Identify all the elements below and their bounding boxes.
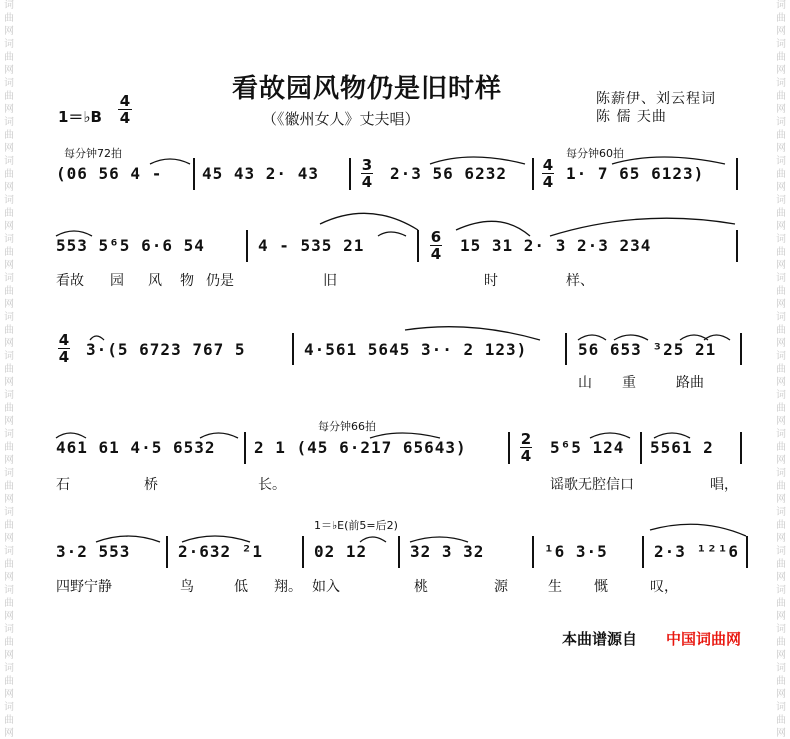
watermark-glyph: 网	[776, 455, 786, 466]
watermark-glyph: 曲	[776, 13, 786, 24]
watermark-glyph: 词	[776, 624, 786, 635]
ts-bottom: 4	[58, 348, 70, 366]
measure: 15 31 2· 3 2·3 234	[460, 236, 652, 255]
lyric: 物	[180, 273, 194, 289]
watermark-glyph: 网	[4, 299, 14, 310]
watermark-glyph: 网	[776, 26, 786, 37]
watermark-glyph: 曲	[4, 520, 14, 531]
slur	[96, 536, 160, 542]
measure: 2 1 (45 6·217 65643)	[254, 438, 467, 457]
lyricist-credit: 陈薪伊、刘云程词	[596, 91, 716, 107]
watermark-glyph: 曲	[776, 91, 786, 102]
measure: (06 56 4 -	[56, 164, 163, 183]
watermark-glyph: 网	[4, 416, 14, 427]
watermark-glyph: 曲	[776, 637, 786, 648]
watermark-glyph: 曲	[4, 169, 14, 180]
lyric: 旧	[323, 273, 337, 289]
watermark-glyph: 词	[776, 546, 786, 557]
watermark-glyph: 词	[776, 273, 786, 284]
watermark-glyph: 词	[776, 156, 786, 167]
watermark-glyph: 词	[4, 663, 14, 674]
lyric: 源	[494, 579, 508, 595]
watermark-glyph: 词	[4, 234, 14, 245]
ts-top: 2	[520, 430, 532, 448]
slur	[650, 524, 746, 536]
watermark-glyph: 网	[776, 143, 786, 154]
key-change: 1＝♭E(前5=后2)	[314, 519, 398, 532]
watermark-glyph: 曲	[776, 52, 786, 63]
slur	[405, 327, 540, 340]
measure: 1· 7 65 6123)	[566, 164, 705, 183]
watermark-glyph: 网	[4, 260, 14, 271]
watermark-glyph: 网	[776, 572, 786, 583]
watermark-glyph: 网	[776, 182, 786, 193]
watermark-glyph: 词	[4, 390, 14, 401]
watermark-glyph: 网	[4, 728, 14, 739]
slur	[456, 221, 530, 236]
watermark-glyph: 网	[4, 182, 14, 193]
watermark-glyph: 网	[776, 494, 786, 505]
watermark-glyph: 曲	[776, 208, 786, 219]
slur	[430, 157, 525, 164]
lyric: 生	[548, 579, 562, 595]
watermark-glyph: 词	[776, 468, 786, 479]
lyric: 石	[56, 477, 70, 493]
watermark-glyph: 词	[4, 624, 14, 635]
watermark-glyph: 曲	[776, 520, 786, 531]
time-signature-bottom: 4	[119, 109, 131, 127]
watermark-glyph: 网	[776, 689, 786, 700]
measure: 2·3 56 6232	[390, 164, 507, 183]
watermark-glyph: 网	[776, 65, 786, 76]
watermark-glyph: 网	[776, 377, 786, 388]
ts-top: 6	[430, 228, 442, 246]
watermark-glyph: 曲	[4, 364, 14, 375]
measure: 461 61 4·5 6532	[56, 438, 216, 457]
lyric: 桃	[414, 579, 428, 595]
measure: 2·632 ²1	[178, 542, 264, 561]
slur	[578, 335, 606, 340]
watermark-glyph: 词	[4, 546, 14, 557]
watermark-glyph: 词	[4, 39, 14, 50]
watermark-glyph: 网	[4, 611, 14, 622]
tempo-mark: 每分钟72拍	[64, 147, 122, 160]
watermark-glyph: 网	[776, 338, 786, 349]
watermark-glyph: 曲	[4, 403, 14, 414]
watermark-glyph: 词	[776, 0, 786, 11]
watermark-glyph: 网	[776, 104, 786, 115]
ts-bottom: 4	[430, 245, 442, 263]
watermark-glyph: 词	[4, 273, 14, 284]
lyric: 长。	[258, 477, 286, 493]
song-subtitle: （《徽州女人》丈夫唱）	[262, 110, 420, 128]
measure: 5⁶5 124	[550, 438, 625, 457]
watermark-glyph: 曲	[4, 13, 14, 24]
slur	[680, 335, 708, 340]
ts-bottom: 4	[361, 173, 373, 191]
watermark-glyph: 曲	[4, 637, 14, 648]
ts-top: 4	[542, 156, 554, 174]
watermark-glyph: 词	[776, 702, 786, 713]
watermark-glyph: 曲	[776, 364, 786, 375]
watermark-glyph: 网	[4, 533, 14, 544]
slur	[360, 537, 386, 542]
watermark-glyph: 词	[776, 312, 786, 323]
slur	[410, 537, 468, 542]
watermark-glyph: 网	[4, 104, 14, 115]
watermark-glyph: 词	[4, 702, 14, 713]
watermark-glyph: 网	[776, 650, 786, 661]
slur	[150, 159, 190, 164]
lyric: 唱，	[710, 477, 738, 493]
watermark-glyph: 词	[776, 390, 786, 401]
watermark-glyph: 网	[4, 221, 14, 232]
watermark-glyph: 曲	[4, 715, 14, 726]
lyric: 鸟	[180, 579, 194, 595]
watermark-glyph: 曲	[776, 715, 786, 726]
watermark-glyph: 网	[4, 689, 14, 700]
song-title: 看故园风物仍是旧时样	[232, 74, 503, 104]
slur	[200, 433, 238, 438]
watermark-glyph: 曲	[4, 325, 14, 336]
lyric: 重	[622, 375, 636, 391]
watermark-glyph: 网	[776, 260, 786, 271]
watermark-glyph: 曲	[776, 130, 786, 141]
watermark-glyph: 词	[776, 117, 786, 128]
lyric: 叹，	[650, 579, 678, 595]
measure: 4·561 5645 3·· 2 123)	[304, 340, 528, 359]
lyric: 低	[234, 579, 248, 595]
watermark-glyph: 曲	[776, 481, 786, 492]
lyric: 仍是	[206, 273, 234, 289]
tempo-mark: 每分钟60拍	[566, 147, 624, 160]
watermark-glyph: 曲	[776, 559, 786, 570]
watermark-glyph: 词	[4, 351, 14, 362]
watermark-glyph: 曲	[4, 91, 14, 102]
brand-logo-text[interactable]: 中国词曲网	[666, 630, 742, 648]
watermark-glyph: 词	[776, 429, 786, 440]
watermark-glyph: 词	[4, 117, 14, 128]
watermark-glyph: 词	[4, 156, 14, 167]
watermark-glyph: 词	[776, 351, 786, 362]
slur	[378, 232, 406, 236]
watermark-glyph: 网	[4, 494, 14, 505]
lyric: 慨	[594, 579, 608, 595]
watermark-glyph: 词	[776, 234, 786, 245]
slur	[90, 336, 104, 340]
lyric: 谣歌无腔信口	[550, 477, 634, 493]
time-signature-top: 4	[119, 92, 131, 110]
measure: ¹6 3·5	[544, 542, 608, 561]
lyric: 翔。	[274, 579, 302, 595]
watermark-glyph: 词	[4, 585, 14, 596]
watermark-glyph: 网	[776, 299, 786, 310]
lyric: 看故	[56, 273, 84, 289]
ts-bottom: 4	[520, 447, 532, 465]
watermark-glyph: 曲	[776, 247, 786, 258]
watermark-glyph: 曲	[776, 676, 786, 687]
lyric: 如入	[312, 579, 340, 595]
slur	[320, 213, 418, 230]
slur	[612, 157, 725, 164]
watermark-glyph: 词	[776, 663, 786, 674]
lyric: 时	[484, 273, 498, 289]
watermark-glyph: 词	[4, 0, 14, 11]
slur	[56, 433, 86, 438]
slur	[550, 218, 735, 236]
slur	[370, 433, 440, 438]
watermark-glyph: 曲	[4, 208, 14, 219]
watermark-glyph: 曲	[776, 169, 786, 180]
lyric: 样、	[566, 273, 594, 289]
source-label: 本曲谱源自	[562, 630, 638, 648]
watermark-glyph: 曲	[4, 598, 14, 609]
measure: 5561 2	[650, 438, 714, 457]
watermark-glyph: 曲	[4, 442, 14, 453]
watermark-glyph: 网	[4, 143, 14, 154]
measure: 3·2 553	[56, 542, 131, 561]
watermark-glyph: 网	[4, 65, 14, 76]
watermark-glyph: 词	[4, 429, 14, 440]
tempo-mark: 每分钟66拍	[318, 420, 376, 433]
watermark-glyph: 词	[776, 39, 786, 50]
lyric: 风	[148, 273, 162, 289]
lyric: 园	[110, 273, 124, 289]
measure: 4 - 535 21	[258, 236, 365, 255]
watermark-glyph: 曲	[4, 481, 14, 492]
watermark-glyph: 网	[776, 533, 786, 544]
watermark-glyph: 网	[776, 221, 786, 232]
measure: 2·3 ¹²¹6	[654, 542, 740, 561]
watermark-glyph: 词	[776, 585, 786, 596]
watermark-glyph: 曲	[4, 676, 14, 687]
watermark-glyph: 曲	[4, 130, 14, 141]
watermark-glyph: 词	[776, 195, 786, 206]
watermark-glyph: 网	[4, 455, 14, 466]
watermark-glyph: 词	[4, 78, 14, 89]
lyric: 路曲	[676, 375, 704, 391]
slur	[614, 335, 648, 340]
watermark-glyph: 曲	[776, 598, 786, 609]
slur	[654, 433, 690, 438]
measure: 32 3 32	[410, 542, 485, 561]
watermark-glyph: 曲	[776, 442, 786, 453]
watermark-glyph: 网	[776, 611, 786, 622]
watermark-glyph: 词	[4, 195, 14, 206]
watermark-glyph: 词	[4, 312, 14, 323]
slur	[56, 231, 92, 236]
measure: 02 12	[314, 542, 368, 561]
lyric: 桥	[144, 477, 158, 493]
measure: 56 653 ³25 21	[578, 340, 717, 359]
watermark-glyph: 网	[776, 728, 786, 739]
lyric: 四野宁静	[56, 579, 112, 595]
key-signature: 1＝♭B	[58, 108, 102, 126]
watermark-glyph: 曲	[776, 286, 786, 297]
watermark-glyph: 词	[776, 507, 786, 518]
watermark-glyph: 曲	[4, 559, 14, 570]
watermark-glyph: 词	[4, 507, 14, 518]
watermark-glyph: 网	[4, 338, 14, 349]
watermark-glyph: 词	[4, 468, 14, 479]
slur	[590, 433, 630, 438]
measure: 553 5⁶5 6·6 54	[56, 236, 205, 255]
watermark-glyph: 网	[776, 416, 786, 427]
watermark-glyph: 网	[4, 377, 14, 388]
ts-bottom: 4	[542, 173, 554, 191]
watermark-glyph: 曲	[776, 325, 786, 336]
slur	[182, 536, 250, 542]
watermark-glyph: 曲	[776, 403, 786, 414]
watermark-glyph: 曲	[4, 247, 14, 258]
watermark-glyph: 网	[4, 26, 14, 37]
measure: 3·(5 6723 767 5	[86, 340, 246, 359]
measure: 45 43 2· 43	[202, 164, 319, 183]
watermark-glyph: 曲	[4, 286, 14, 297]
ts-top: 3	[361, 156, 373, 174]
lyric: 山	[578, 375, 592, 391]
watermark-glyph: 网	[4, 650, 14, 661]
composer-credit: 陈 儒 天曲	[596, 109, 667, 125]
watermark-glyph: 网	[4, 572, 14, 583]
ts-top: 4	[58, 331, 70, 349]
watermark-glyph: 曲	[4, 52, 14, 63]
watermark-glyph: 词	[776, 78, 786, 89]
